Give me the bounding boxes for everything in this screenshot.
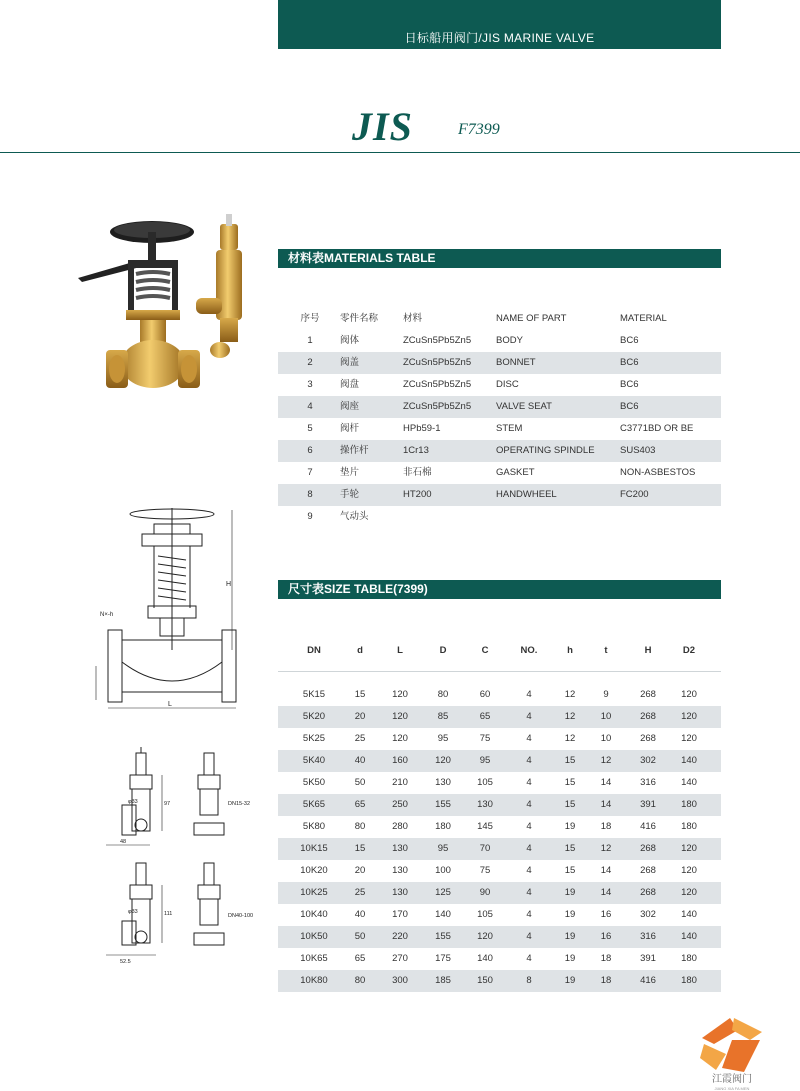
header-material-cn: 材料 — [403, 313, 423, 324]
banner-text: 日标船用阀门/JIS MARINE VALVE — [404, 31, 595, 45]
materials-cell: BODY — [496, 335, 523, 346]
size-cell: 120 — [681, 843, 697, 854]
size-cell: 150 — [477, 975, 493, 986]
size-cell: 120 — [392, 689, 408, 700]
materials-cell: 8 — [307, 489, 313, 500]
materials-cell: 7 — [307, 467, 313, 478]
size-cell: 14 — [600, 799, 612, 810]
materials-row — [278, 484, 721, 506]
size-cell: 250 — [392, 799, 408, 810]
size-cell: 130 — [392, 843, 408, 854]
size-cell: 9 — [603, 689, 609, 700]
size-cell: 4 — [526, 865, 532, 876]
size-cell: 268 — [640, 865, 656, 876]
label-111: 111 — [164, 911, 173, 917]
materials-cell: 9 — [307, 511, 313, 522]
size-cell: 8 — [526, 975, 532, 986]
size-cell: 95 — [437, 733, 449, 744]
size-cell: 130 — [392, 865, 408, 876]
materials-cell: 阀盘 — [340, 379, 360, 390]
size-cell: 4 — [526, 799, 532, 810]
materials-section-title: 材料表MATERIALS TABLE — [278, 249, 721, 268]
materials-cell: 5 — [307, 423, 313, 434]
label-48: 48 — [120, 839, 127, 845]
size-row — [278, 794, 721, 816]
size-cell: 120 — [435, 755, 451, 766]
valve-product-photo — [70, 212, 270, 412]
size-cell: 15 — [564, 799, 576, 810]
size-cell: 19 — [564, 931, 576, 942]
header-material: MATERIAL — [620, 313, 667, 324]
materials-cell: STEM — [496, 423, 523, 434]
size-cell: 120 — [477, 931, 493, 942]
size-cell: 15 — [564, 865, 576, 876]
size-cell: 20 — [354, 711, 366, 722]
valve-section-drawing — [92, 500, 252, 712]
size-cell: 65 — [354, 953, 366, 964]
size-cell: 18 — [600, 953, 612, 964]
size-cell: 155 — [435, 931, 451, 942]
size-cell: 185 — [435, 975, 451, 986]
size-cell: 268 — [640, 843, 656, 854]
materials-cell: 手轮 — [340, 489, 360, 500]
size-cell: 10K15 — [300, 843, 328, 854]
size-cell: 140 — [681, 909, 697, 920]
size-row — [278, 926, 721, 948]
size-cell: 10 — [600, 711, 612, 722]
materials-cell: 阀盖 — [340, 357, 360, 368]
size-cell: 120 — [392, 711, 408, 722]
materials-cell: 1Cr13 — [403, 445, 429, 456]
size-cell: 75 — [479, 733, 491, 744]
materials-cell: OPERATING SPINDLE — [496, 445, 595, 456]
size-cell: 4 — [526, 777, 532, 788]
materials-cell: 阀座 — [340, 401, 360, 412]
size-cell: 5K80 — [302, 821, 326, 832]
size-cell: 12 — [564, 733, 576, 744]
materials-cell: ZCuSn5Pb5Zn5 — [403, 401, 472, 412]
size-cell: 4 — [526, 909, 532, 920]
size-table — [278, 684, 721, 992]
size-header-row — [278, 640, 721, 662]
size-cell: 4 — [526, 711, 532, 722]
size-row — [278, 904, 721, 926]
size-cell: 12 — [564, 689, 576, 700]
size-row — [278, 860, 721, 882]
size-cell: 25 — [354, 733, 366, 744]
size-cell: 416 — [640, 975, 656, 986]
materials-cell: HANDWHEEL — [496, 489, 557, 500]
size-cell: 65 — [354, 799, 366, 810]
size-cell: 130 — [392, 887, 408, 898]
materials-row — [278, 418, 721, 440]
materials-cell: 阀杆 — [340, 423, 360, 434]
size-row — [278, 684, 721, 706]
size-cell: 4 — [526, 953, 532, 964]
size-cell: 4 — [526, 843, 532, 854]
size-row — [278, 882, 721, 904]
size-cell: 130 — [435, 777, 451, 788]
size-cell: 19 — [564, 975, 576, 986]
size-header-cell: d — [357, 645, 363, 656]
materials-cell: BC6 — [620, 379, 639, 390]
size-cell: 10K20 — [300, 865, 328, 876]
label-52-5: 52.5 — [120, 959, 131, 965]
size-header-cell: H — [644, 645, 652, 656]
materials-table — [278, 308, 721, 528]
materials-cell: HT200 — [403, 489, 432, 500]
size-cell: 268 — [640, 711, 656, 722]
size-cell: 40 — [354, 909, 366, 920]
materials-cell: 1 — [307, 335, 313, 346]
label-h: H — [226, 581, 232, 588]
size-cell: 4 — [526, 887, 532, 898]
size-cell: 12 — [600, 843, 612, 854]
materials-cell: 4 — [307, 401, 313, 412]
size-cell: 19 — [564, 953, 576, 964]
size-row — [278, 838, 721, 860]
size-cell: 14 — [600, 887, 612, 898]
materials-cell: 垫片 — [340, 467, 360, 478]
size-cell: 125 — [435, 887, 451, 898]
size-cell: 300 — [392, 975, 408, 986]
materials-cell: 6 — [307, 445, 313, 456]
size-header-cell: t — [604, 645, 608, 656]
label-97: 97 — [164, 801, 171, 807]
size-section-title: 尺寸表SIZE TABLE(7399) — [278, 580, 721, 599]
size-header-cell: L — [397, 645, 403, 656]
header-divider — [0, 152, 800, 153]
size-cell: 210 — [392, 777, 408, 788]
size-cell: 5K65 — [302, 799, 326, 810]
size-cell: 50 — [354, 931, 366, 942]
size-cell: 15 — [564, 777, 576, 788]
size-cell: 302 — [640, 909, 656, 920]
size-cell: 105 — [477, 777, 493, 788]
size-cell: 160 — [392, 755, 408, 766]
model-number: F7399 — [458, 121, 500, 138]
size-cell: 25 — [354, 887, 366, 898]
size-cell: 170 — [392, 909, 408, 920]
size-cell: 95 — [479, 755, 491, 766]
materials-cell: NON-ASBESTOS — [620, 467, 696, 478]
size-cell: 12 — [600, 755, 612, 766]
standard-title: JIS — [352, 104, 413, 149]
size-cell: 130 — [477, 799, 493, 810]
size-cell: 155 — [435, 799, 451, 810]
size-cell: 180 — [681, 799, 697, 810]
size-cell: 120 — [681, 865, 697, 876]
materials-cell: ZCuSn5Pb5Zn5 — [403, 357, 472, 368]
size-cell: 140 — [681, 777, 697, 788]
materials-cell: FC200 — [620, 489, 649, 500]
label-l: L — [168, 701, 172, 708]
size-cell: 175 — [435, 953, 451, 964]
materials-cell: BC6 — [620, 401, 639, 412]
size-cell: 12 — [564, 711, 576, 722]
size-cell: 180 — [435, 821, 451, 832]
size-cell: 10K65 — [300, 953, 328, 964]
size-cell: 19 — [564, 887, 576, 898]
size-cell: 80 — [437, 689, 449, 700]
materials-header-row — [278, 308, 721, 330]
materials-cell: HPb59-1 — [403, 423, 441, 434]
size-cell: 70 — [479, 843, 491, 854]
size-header-cell: D — [439, 645, 447, 656]
size-cell: 15 — [564, 843, 576, 854]
materials-cell: DISC — [496, 379, 519, 390]
size-cell: 15 — [354, 689, 366, 700]
size-cell: 16 — [600, 931, 612, 942]
top-banner — [278, 0, 721, 49]
size-row — [278, 970, 721, 992]
size-cell: 391 — [640, 953, 656, 964]
size-cell: 60 — [479, 689, 491, 700]
materials-cell: 3 — [307, 379, 313, 390]
size-cell: 140 — [681, 931, 697, 942]
size-cell: 180 — [681, 821, 697, 832]
size-cell: 18 — [600, 975, 612, 986]
size-cell: 280 — [392, 821, 408, 832]
size-row — [278, 728, 721, 750]
size-header-cell: D2 — [682, 645, 696, 656]
header-part-cn: 零件名称 — [340, 313, 379, 324]
size-cell: 416 — [640, 821, 656, 832]
materials-cell: BONNET — [496, 357, 536, 368]
materials-row — [278, 330, 721, 352]
materials-cell: C3771BD OR BE — [620, 423, 694, 434]
size-cell: 80 — [354, 821, 366, 832]
label-phi33-b: φ33 — [128, 909, 138, 915]
size-cell: 4 — [526, 821, 532, 832]
size-cell: 20 — [354, 865, 366, 876]
size-cell: 10K80 — [300, 975, 328, 986]
size-cell: 140 — [435, 909, 451, 920]
materials-row — [278, 374, 721, 396]
size-cell: 18 — [600, 821, 612, 832]
size-cell: 145 — [477, 821, 493, 832]
header-part-name: NAME OF PART — [496, 313, 567, 324]
size-cell: 4 — [526, 755, 532, 766]
size-row — [278, 750, 721, 772]
size-cell: 220 — [392, 931, 408, 942]
size-cell: 268 — [640, 689, 656, 700]
size-cell: 19 — [564, 821, 576, 832]
size-cell: 90 — [479, 887, 491, 898]
size-cell: 65 — [479, 711, 491, 722]
size-cell: 5K15 — [302, 689, 326, 700]
size-cell: 75 — [479, 865, 491, 876]
size-cell: 120 — [681, 689, 697, 700]
size-cell: 302 — [640, 755, 656, 766]
size-cell: 10K25 — [300, 887, 328, 898]
pneumatic-head-drawings — [100, 745, 254, 970]
size-cell: 4 — [526, 689, 532, 700]
size-header-divider — [278, 671, 721, 672]
materials-cell: 操作杆 — [340, 445, 369, 456]
size-cell: 4 — [526, 733, 532, 744]
size-cell: 270 — [392, 953, 408, 964]
brand-name-cn: 江霞阀门 — [712, 1074, 752, 1085]
size-cell: 14 — [600, 865, 612, 876]
size-cell: 140 — [477, 953, 493, 964]
brand-logo — [692, 1010, 772, 1091]
size-cell: 14 — [600, 777, 612, 788]
size-cell: 10K50 — [300, 931, 328, 942]
size-cell: 180 — [681, 975, 697, 986]
size-row — [278, 816, 721, 838]
label-nh: N×-h — [100, 612, 114, 618]
size-cell: 268 — [640, 733, 656, 744]
size-cell: 40 — [354, 755, 366, 766]
label-dn15-32: DN15-32 — [228, 801, 251, 807]
size-cell: 16 — [600, 909, 612, 920]
materials-cell: VALVE SEAT — [496, 401, 552, 412]
size-cell: 268 — [640, 887, 656, 898]
size-cell: 120 — [681, 733, 697, 744]
size-header-cell: NO. — [520, 645, 538, 656]
materials-cell: 阀体 — [340, 335, 360, 346]
size-cell: 120 — [681, 887, 697, 898]
materials-cell: ZCuSn5Pb5Zn5 — [403, 335, 472, 346]
size-cell: 95 — [437, 843, 449, 854]
size-cell: 391 — [640, 799, 656, 810]
materials-cell: 非石棉 — [403, 467, 432, 478]
brand-name-en: JIANG XIA FA MEN — [714, 1086, 750, 1091]
size-cell: 120 — [392, 733, 408, 744]
size-cell: 5K50 — [302, 777, 326, 788]
size-cell: 105 — [477, 909, 493, 920]
materials-row — [278, 396, 721, 418]
size-cell: 10 — [600, 733, 612, 744]
size-cell: 100 — [435, 865, 451, 876]
size-cell: 15 — [564, 755, 576, 766]
materials-cell: 2 — [307, 357, 313, 368]
size-cell: 85 — [437, 711, 449, 722]
size-cell: 120 — [681, 711, 697, 722]
size-cell: 5K20 — [302, 711, 326, 722]
materials-row — [278, 506, 721, 528]
size-row — [278, 706, 721, 728]
materials-cell: BC6 — [620, 335, 639, 346]
materials-cell: SUS403 — [620, 445, 656, 456]
size-cell: 80 — [354, 975, 366, 986]
size-cell: 50 — [354, 777, 366, 788]
size-header-cell: C — [481, 645, 489, 656]
materials-row — [278, 440, 721, 462]
materials-cell: ZCuSn5Pb5Zn5 — [403, 379, 472, 390]
size-cell: 19 — [564, 909, 576, 920]
size-cell: 316 — [640, 777, 656, 788]
label-phi33-a: φ33 — [128, 799, 138, 805]
size-row — [278, 948, 721, 970]
size-cell: 5K25 — [302, 733, 326, 744]
size-cell: 4 — [526, 931, 532, 942]
size-cell: 15 — [354, 843, 366, 854]
size-header-cell: h — [567, 645, 573, 656]
header-index: 序号 — [300, 313, 320, 324]
size-cell: 180 — [681, 953, 697, 964]
materials-row — [278, 352, 721, 374]
size-header-cell: DN — [307, 645, 321, 656]
materials-cell: 气动头 — [340, 511, 369, 522]
size-cell: 5K40 — [302, 755, 326, 766]
label-dn40-100: DN40-100 — [228, 913, 254, 919]
materials-cell: BC6 — [620, 357, 639, 368]
materials-cell: GASKET — [496, 467, 535, 478]
size-cell: 316 — [640, 931, 656, 942]
size-cell: 140 — [681, 755, 697, 766]
size-row — [278, 772, 721, 794]
materials-row — [278, 462, 721, 484]
size-cell: 10K40 — [300, 909, 328, 920]
